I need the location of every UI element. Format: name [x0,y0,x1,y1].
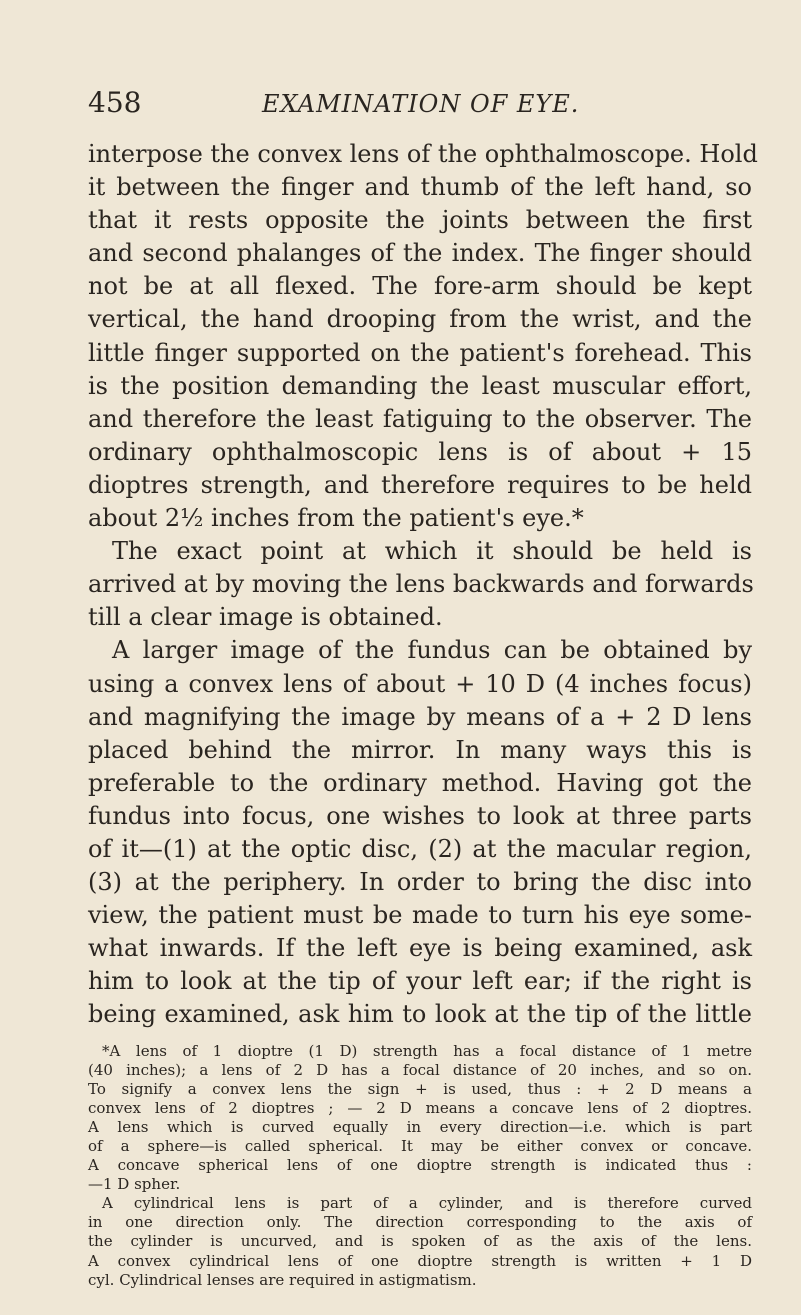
body-line: that it rests opposite the joints between the first [88,206,752,235]
footnote-line: in one direction only. The direction corresponding to the axis of [88,1213,752,1232]
body-line: placed behind the mirror. In many ways this is [88,735,752,764]
body-line: (3) at the periphery. In order to bring the disc into [88,868,752,897]
footnote-line: To signify a convex lens the sign + is used, thus : + 2 D means a [88,1079,752,1098]
page-number: 458 [88,86,142,119]
footnote-line: (40 inches); a lens of 2 D has a focal distance of 20 inches, and so on. [88,1060,752,1079]
body-line: about 2½ inches from the patient's eye.* [88,504,584,533]
book-page [88,86,758,1290]
body-line: interpose the convex lens of the ophthalmoscope. Hold [88,140,758,168]
running-title: EXAMINATION OF EYE. [262,90,580,118]
body-line: view, the patient must be made to turn his eye some- [88,901,752,930]
body-line: vertical, the hand drooping from the wrist, and the [88,305,752,334]
footnote-line: A concave spherical lens of one dioptre strength is indicated thus : [88,1156,752,1175]
body-line: what inwards. If the left eye is being examined, ask [88,934,752,963]
footnote-line: of a sphere—is called spherical. It may be either convex or concave. [88,1137,752,1155]
footnote-line: cyl. Cylindrical lenses are required in astigmatism. [88,1270,477,1289]
footnote-line: *A lens of 1 dioptre (1 D) strength has a focal distance of 1 metre [102,1041,752,1060]
footnote-line: A lens which is curved equally in every direction—i.e. which is part [88,1117,752,1136]
body-line: is the position demanding the least muscular effort, [88,371,752,400]
body-line: and therefore the least fatiguing to the observer. The [88,404,752,433]
body-line: it between the finger and thumb of the left hand, so [88,173,752,202]
body-line: dioptres strength, and therefore requires to be held [88,470,752,499]
body-line: The exact point at which it should be held is [112,537,752,566]
footnotes [88,1042,752,1290]
footnote-line: —1 D spher. [88,1175,181,1194]
body-line: him to look at the tip of your left ear; if the right is [88,967,752,996]
body-text [88,138,758,1032]
body-line: of it—(1) at the optic disc, (2) at the macular region, [88,834,752,863]
body-line: little finger supported on the patient's forehead. This [88,338,752,367]
running-head [88,86,752,126]
body-line: ordinary ophthalmoscopic lens is of about + 15 [88,437,752,466]
body-line: arrived at by moving the lens backwards and forwards [88,570,754,599]
body-line: A larger image of the fundus can be obtained by [112,636,752,665]
body-line: and second phalanges of the index. The finger should [88,239,752,268]
body-line: using a convex lens of about + 10 D (4 inches focus) [88,669,752,698]
footnote-line: convex lens of 2 dioptres ; — 2 D means a concave lens of 2 dioptres. [88,1098,752,1117]
body-line: and magnifying the image by means of a + 2 D lens [88,702,752,731]
body-line: not be at all flexed. The fore-arm should be kept [88,272,752,301]
body-line: being examined, ask him to look at the tip of the little [88,1000,752,1029]
footnote-line: the cylinder is uncurved, and is spoken of as the axis of the lens. [88,1232,752,1251]
footnote-line: A cylindrical lens is part of a cylinder, and is therefore curved [102,1194,752,1213]
body-line: fundus into focus, one wishes to look at three parts [88,801,752,830]
body-line: preferable to the ordinary method. Having got the [88,768,752,797]
body-line: till a clear image is obtained. [88,603,443,632]
footnote-line: A convex cylindrical lens of one dioptre strength is written + 1 D [88,1251,752,1270]
